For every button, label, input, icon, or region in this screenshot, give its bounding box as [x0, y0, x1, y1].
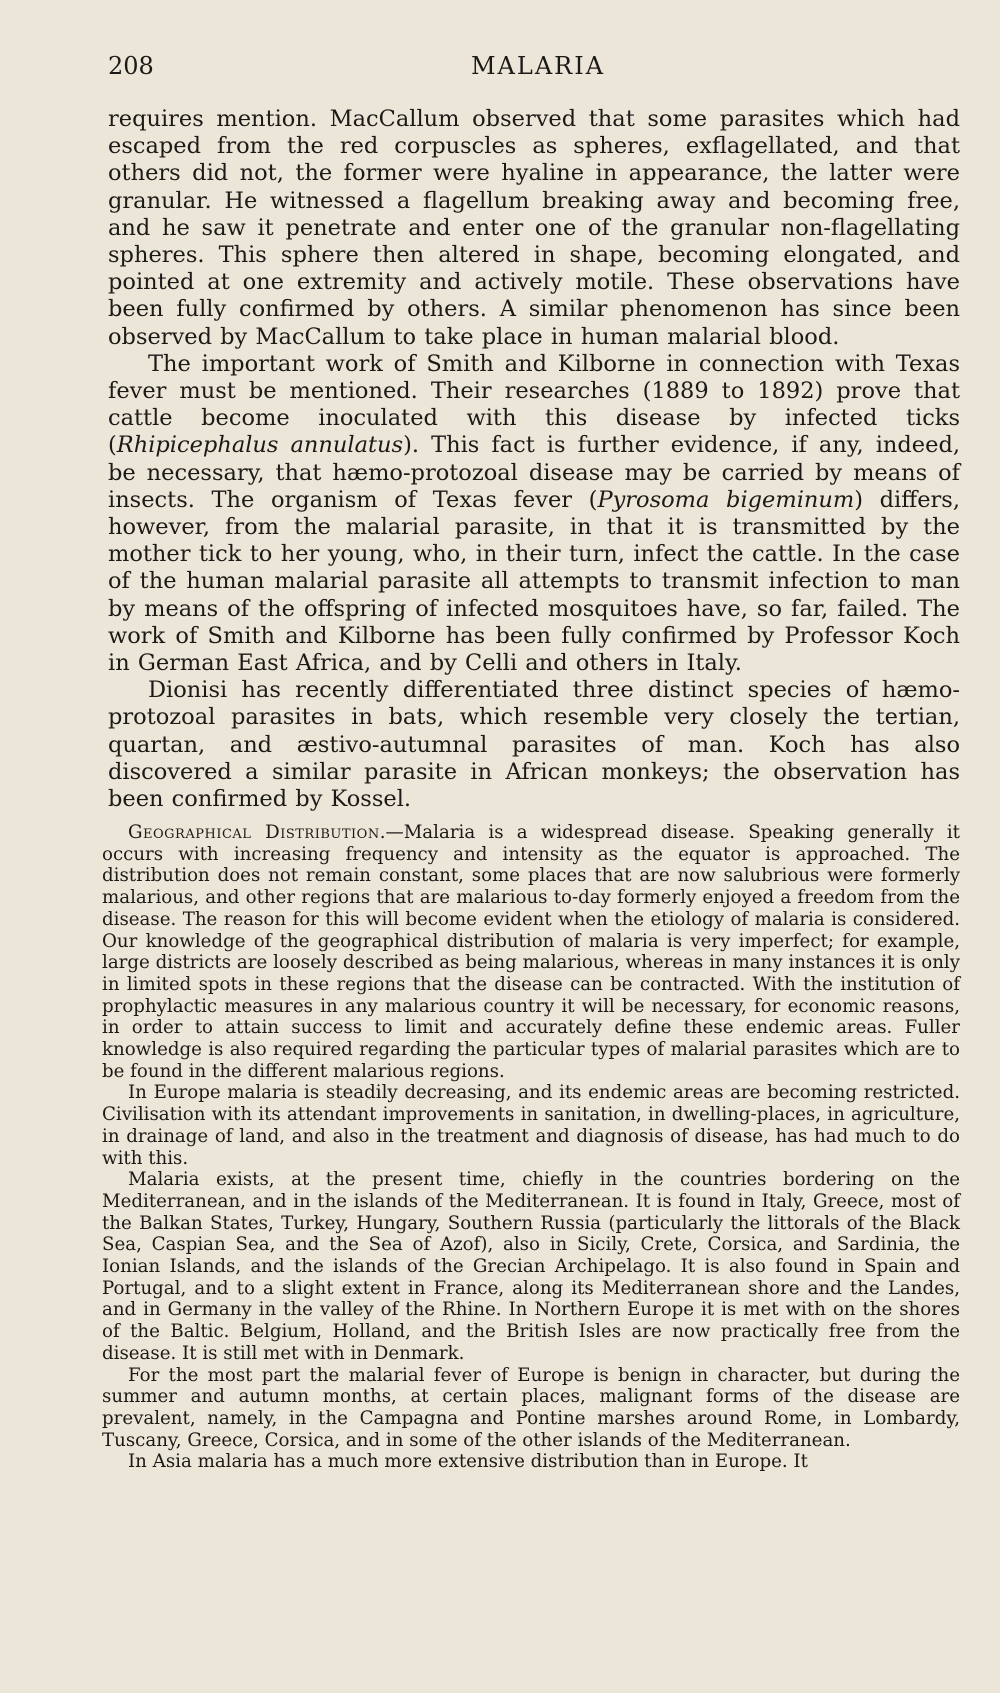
texas-fever-text-c: ) differs, however, from the malarial parasite, in that it is transmitted by the mother tick to her young, who, in their turn, infect the cattle. In the case of the human malarial parasite all attempts to transmit infection to man by means of the offspring of infected mosquitoes have, so far, failed. The work of Smith and Kilborne has been fully confirmed by Professor Koch in German East Africa, and by Celli and others in Italy. — [108, 486, 960, 677]
paragraph-asia: In Asia malaria has a much more extensive distribution than in Europe. It — [128, 1451, 808, 1473]
paragraph-benign-fever: For the most part the malarial fever of Europe is benign in character, but during the summer and autumn months, at certain places, malignant forms of the disease are prevalent, namely, in the Campagna and Pontine marshes around Rome, in Lombardy, Tuscany, Greece, Corsica, and in some of the other islands of the Mediterranean. — [102, 1364, 960, 1451]
section-heading: Geographical Distribution — [128, 822, 380, 843]
texas-fever-text-b: ). This fact is further evidence, if any, indeed, be necessary, that hæmo-protozoal disease may be carried by means of insects. The organism of Texas fever ( — [108, 432, 960, 513]
running-title: MALARIA — [470, 52, 606, 80]
running-head — [108, 52, 968, 92]
paragraph-texas-fever — [108, 351, 960, 677]
paragraph-distribution-intro — [102, 822, 960, 1082]
paragraph-mediterranean: Malaria exists, at the present time, chiefly in the countries bordering on the Mediterranean, and in the islands of the Mediterranean. It is found in Italy, Greece, most of the Balkan States, Turkey, Hungary, Southern Russia (particularly the littorals of the Black Sea, Caspian Sea, and the Sea of Azof), also in Sicily, Crete, Corsica, and Sardinia, the Ionian Islands, and the islands of the Grecian Archipelago. It is also found in Spain and Portugal, and to a slight extent in France, along its Mediterranean shore and the Landes, and in Germany in the valley of the Rhine. In Northern Europe it is met with on the shores of the Baltic. Belgium, Holland, and the British Isles are now practically free from the disease. It is still met with in Denmark. — [102, 1169, 960, 1364]
texas-fever-text-a: The important work of Smith and Kilborne in connection with Texas fever must be mentioned. Their researches (1889 to 1892) prove that cattle become inoculated with this disease by infected ticks ( — [108, 350, 960, 459]
distribution-intro-text: Malaria is a widespread disease. Speaking generally it occurs with increasing frequency and intensity as the equator is approached. The distribution does not remain constant, some places that are now salubrious were formerly malarious, and other regions that are malarious to-day formerly enjoyed a freedom from the disease. The reason for this will become evident when the etiology of malaria is considered. Our knowledge of the geographical distribution of malaria is very imperfect; for example, large districts are loosely described as being malarious, whereas in many instances it is only in limited spots in these regions that the disease can be contracted. With the institution of prophylactic measures in any malarious country it will be necessary, for economic reasons, in order to attain success to limit and accurately define these endemic areas. Fuller knowledge is also required regarding the particular types of malarial parasites which are to be found in the different malarious regions. — [102, 822, 960, 1082]
paragraph-dionisi: Dionisi has recently differentiated three distinct species of hæmo-protozoal parasites in bats, which resemble very closely the tertian, quartan, and æstivo-autumnal parasites of man. Koch has also discovered a similar parasite in African monkeys; the observation has been confirmed by Kossel. — [108, 677, 960, 813]
section-heading-dash: .— — [379, 822, 404, 843]
paragraph-maccallum: requires mention. MacCallum observed that some parasites which had escaped from the red corpuscles as spheres, exflagellated, and that others did not, the former were hyaline in appearance, the latter were granular. He witnessed a flagellum breaking away and becoming free, and he saw it penetrate and enter one of the granular non-flagellating spheres. This sphere then altered in shape, becoming elongated, and pointed at one extremity and actively motile. These observations have been fully confirmed by others. A similar phenomenon has since been observed by MacCallum to take place in human malarial blood. — [108, 106, 960, 350]
tick-species-name: Rhipicephalus annulatus — [116, 432, 404, 459]
organism-name: Pyrosoma bigeminum — [597, 486, 855, 513]
geographical-distribution-section — [102, 822, 960, 1473]
body-text — [108, 106, 960, 813]
page-number: 208 — [108, 52, 154, 80]
paragraph-europe: In Europe malaria is steadily decreasing, and its endemic areas are becoming restricted. Civilisation with its attendant improvements in sanitation, in dwelling-places, in agriculture, in drainage of land, and also in the treatment and diagnosis of disease, has had much to do with this. — [102, 1082, 960, 1169]
